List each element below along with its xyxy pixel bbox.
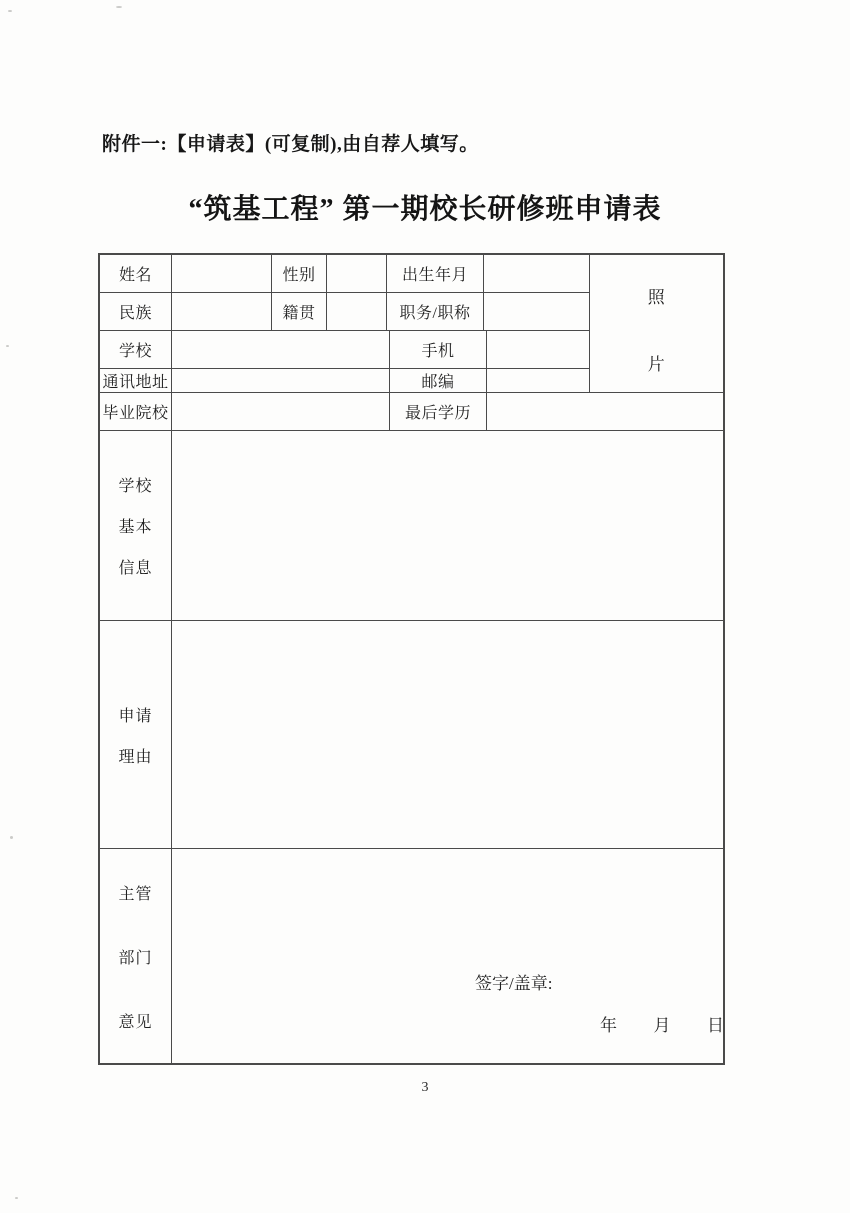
final-education-value-cell xyxy=(487,393,723,430)
school-basic-info-section xyxy=(100,431,723,621)
application-form-table xyxy=(98,253,725,1065)
date-line xyxy=(600,1011,724,1036)
reason-label-line: 理由 xyxy=(118,748,153,766)
scan-speck xyxy=(8,10,12,12)
day-label: 日 xyxy=(707,1016,724,1035)
name-value-cell xyxy=(172,255,272,292)
mailing-address-value-cell xyxy=(172,369,390,392)
mailing-address-label: 通讯地址 xyxy=(100,369,172,392)
attachment-note: 附件一:【申请表】(可复制),由自荐人填写。 xyxy=(102,134,479,155)
postal-code-label: 邮编 xyxy=(390,369,487,392)
school-info-label-line: 基本 xyxy=(118,519,153,536)
form-title: “筑基工程” 第一期校长研修班申请表 xyxy=(188,194,662,225)
year-label: 年 xyxy=(600,1016,617,1035)
name-label: 姓名 xyxy=(100,255,172,292)
graduate-college-label: 毕业院校 xyxy=(100,393,172,430)
page-number: 3 xyxy=(421,1080,429,1095)
final-education-label: 最后学历 xyxy=(390,393,487,430)
ethnicity-label: 民族 xyxy=(100,293,172,330)
school-basic-info-label xyxy=(100,431,172,620)
photo-placeholder-cell xyxy=(589,255,724,392)
position-title-value-cell xyxy=(484,293,589,330)
table-row xyxy=(100,293,589,331)
mobile-label: 手机 xyxy=(390,331,487,368)
school-label: 学校 xyxy=(100,331,172,368)
scan-speck xyxy=(15,1197,18,1199)
dept-label-line: 意见 xyxy=(118,1013,153,1031)
birth-date-value-cell xyxy=(484,255,589,292)
graduate-college-value-cell xyxy=(172,393,390,430)
department-opinion-content-cell xyxy=(172,849,723,1063)
application-reason-content-cell xyxy=(172,621,723,848)
ethnicity-value-cell xyxy=(172,293,272,330)
table-row xyxy=(100,369,589,392)
photo-label-char-1: 照 xyxy=(647,287,665,307)
postal-code-value-cell xyxy=(487,369,589,392)
position-title-label: 职务/职称 xyxy=(387,293,484,330)
reason-label-line: 申请 xyxy=(118,707,153,725)
scan-speck xyxy=(10,836,13,839)
gender-label: 性别 xyxy=(272,255,327,292)
application-reason-section xyxy=(100,621,723,849)
personal-info-block xyxy=(100,255,723,393)
table-row xyxy=(100,393,723,431)
department-opinion-section xyxy=(100,849,723,1063)
month-label: 月 xyxy=(653,1016,671,1035)
mobile-value-cell xyxy=(487,331,589,368)
gender-value-cell xyxy=(327,255,387,292)
photo-label-char-2: 片 xyxy=(647,354,665,374)
school-basic-info-content-cell xyxy=(172,431,723,620)
dept-label-line: 主管 xyxy=(118,885,153,903)
native-place-label: 籍贯 xyxy=(272,293,327,330)
table-row xyxy=(100,255,589,293)
native-place-value-cell xyxy=(327,293,387,330)
application-reason-label xyxy=(100,621,172,848)
scan-speck xyxy=(6,345,9,347)
school-info-label-line: 学校 xyxy=(118,478,153,495)
birth-date-label: 出生年月 xyxy=(387,255,484,292)
school-value-cell xyxy=(172,331,390,368)
dept-label-line: 部门 xyxy=(118,949,153,967)
scan-speck xyxy=(116,6,122,8)
department-opinion-label xyxy=(100,849,172,1063)
school-info-label-line: 信息 xyxy=(118,560,153,577)
signature-stamp-label: 签字/盖章: xyxy=(475,974,553,993)
table-row xyxy=(100,331,589,369)
